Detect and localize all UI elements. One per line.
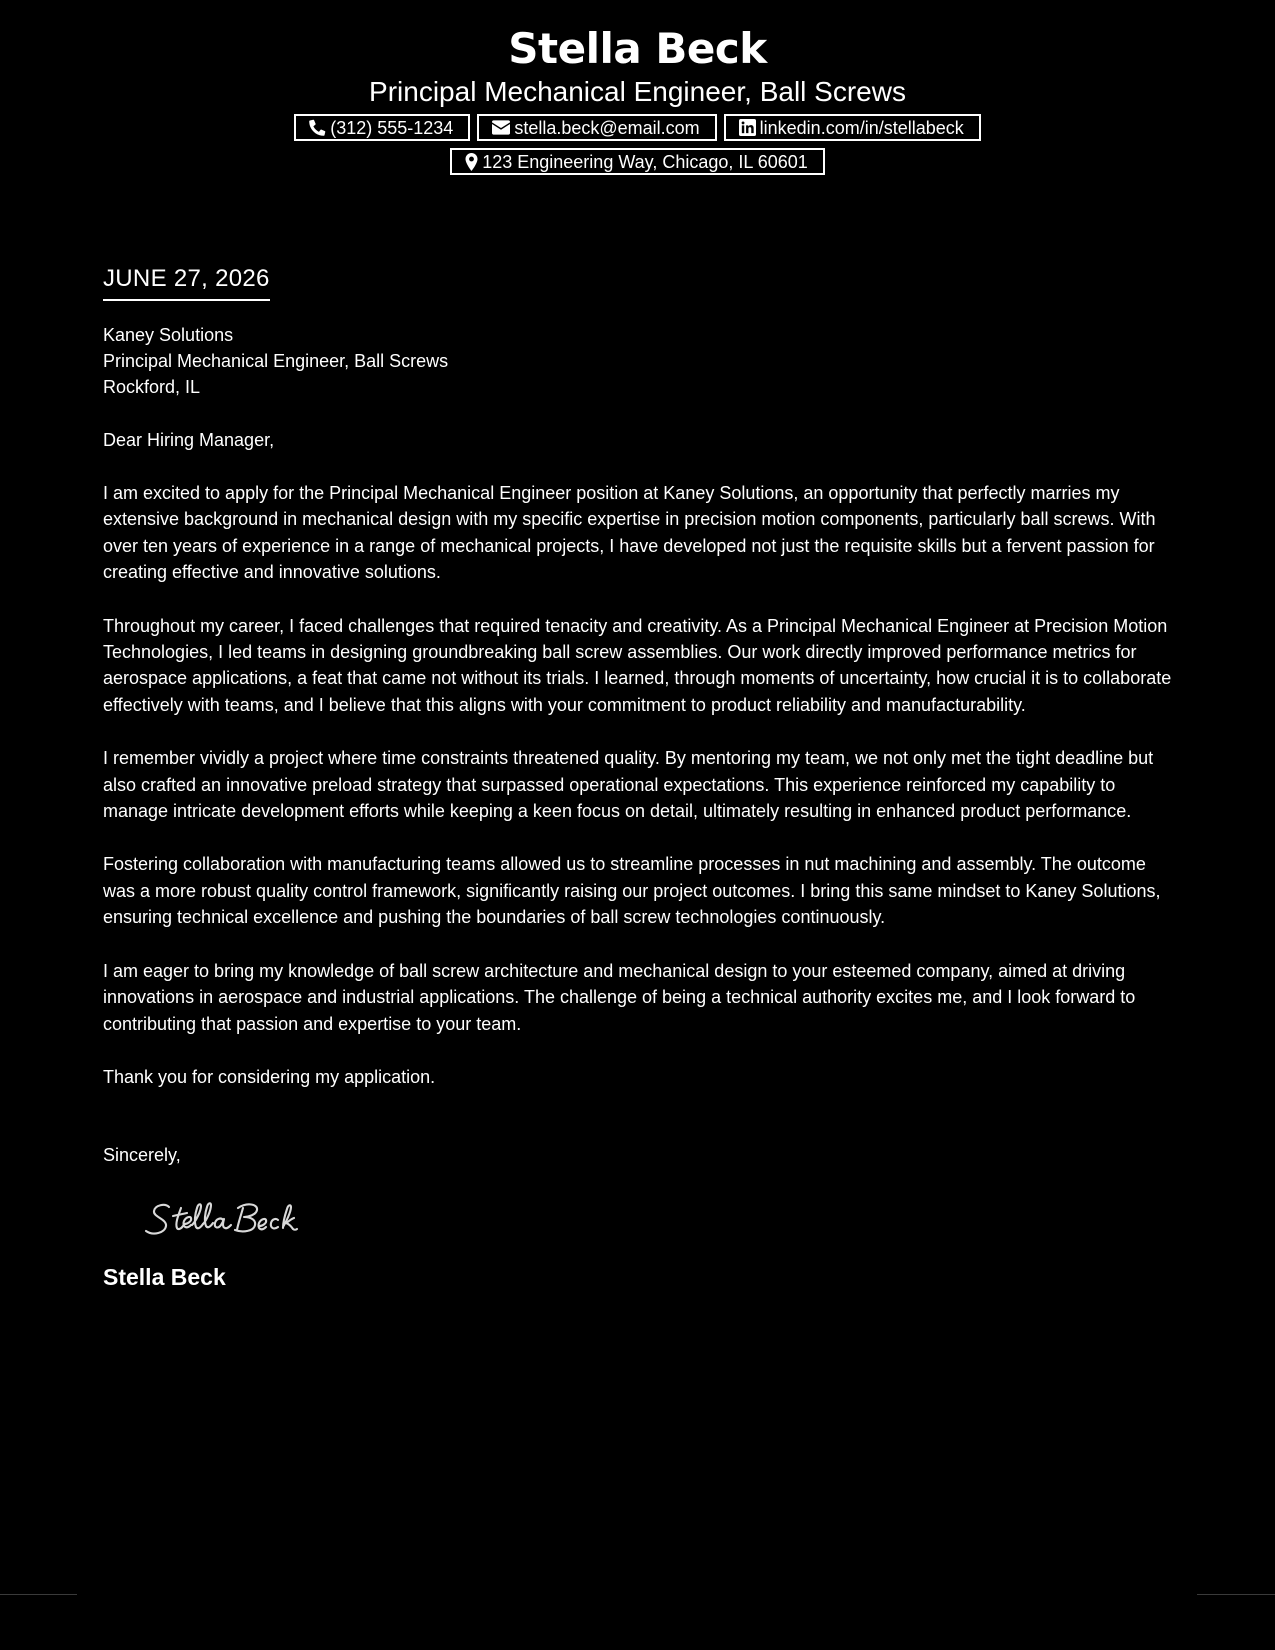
body-paragraph-thanks: Thank you for considering my application. [103, 1066, 436, 1087]
recipient-block [103, 322, 1178, 400]
body-paragraph: Fostering collaboration with manufacturing teams allowed us to streamline processes in nut machining and assembly. The outcome was a more robust quality control framework, significantly raising our project outcomes. I bring this same mindset to Kaney Solutions, ensuring technical excellence and pushing the boundaries of ball screw technologies continuously. [103, 854, 1161, 928]
handwritten-signature [143, 1196, 1178, 1246]
address-text: 123 Engineering Way, Chicago, IL 60601 [482, 151, 808, 172]
contact-row-address [0, 148, 1275, 175]
closing: Sincerely, [103, 1145, 181, 1166]
phone-icon [309, 119, 326, 136]
footer-rule-right [1197, 1594, 1275, 1595]
contact-row [0, 114, 1275, 141]
map-marker-icon [465, 153, 478, 171]
applicant-name: Stella Beck [508, 24, 767, 73]
applicant-title: Principal Mechanical Engineer, Ball Screws [369, 76, 906, 107]
linkedin-text: linkedin.com/in/stellabeck [759, 117, 964, 138]
footer-rule-left [0, 1594, 77, 1595]
body-paragraph: I am excited to apply for the Principal Mechanical Engineer position at Kaney Solutions, an opportunity that perfectly marries my extensive background in mechanical design with my specific expertise in precision motion components, particularly ball screws. With over ten years of experience in a range of mechanical projects, I have developed not just the requisite skills but a fervent passion for creating effective and innovative solutions. [103, 483, 1156, 583]
salutation: Dear Hiring Manager, [103, 430, 275, 450]
recipient-company: Kaney Solutions [103, 325, 234, 345]
letter-date: JUNE 27, 2026 [103, 265, 270, 301]
contact-email[interactable] [477, 114, 716, 141]
contact-address[interactable] [450, 148, 825, 175]
linkedin-icon [739, 119, 756, 136]
envelope-icon [492, 120, 510, 135]
body-paragraph: I am eager to bring my knowledge of ball screw architecture and mechanical design to your esteemed company, aimed at driving innovations in aerospace and industrial applications. The challenge of being a technical authority excites me, and I look forward to contributing that passion and expertise to your team. [103, 960, 1136, 1034]
letter-body [103, 265, 1178, 1291]
phone-text: (312) 555-1234 [330, 117, 454, 138]
letter-header [0, 0, 1275, 175]
signed-name: Stella Beck [103, 1264, 226, 1291]
email-text: stella.beck@email.com [514, 117, 700, 138]
recipient-location: Rockford, IL [103, 377, 201, 397]
body-paragraph: I remember vividly a project where time constraints threatened quality. By mentoring my team, we not only met the tight deadline but also crafted an innovative preload strategy that surpassed operational expectations. This experience reinforced my capability to manage intricate development efforts while keeping a keen focus on detail, ultimately resulting in enhanced product performance. [103, 748, 1154, 822]
contact-phone[interactable] [294, 114, 470, 141]
body-paragraph: Throughout my career, I faced challenges that required tenacity and creativity. As a Principal Mechanical Engineer at Precision Motion Technologies, I led teams in designing groundbreaking ball screw assemblies. Our work directly improved performance metrics for aerospace applications, a feat that came not without its trials. I learned, through moments of uncertainty, how crucial it is to collaborate effectively with teams, and I believe that this aligns with your commitment to product reliability and manufacturability. [103, 615, 1172, 715]
recipient-position: Principal Mechanical Engineer, Ball Screws [103, 351, 449, 371]
contact-linkedin[interactable] [724, 114, 981, 141]
